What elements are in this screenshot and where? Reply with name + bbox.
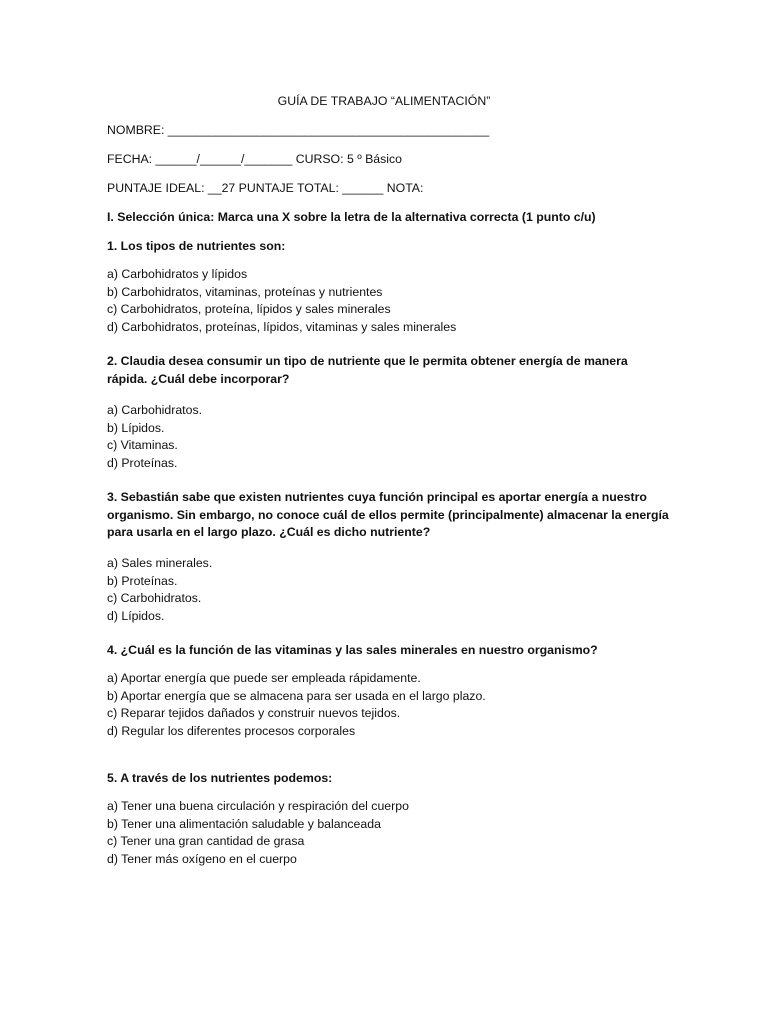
- option-b: b) Tener una alimentación saludable y balanceada: [107, 816, 381, 831]
- question-line: 5. A través de los nutrientes podemos:: [107, 771, 333, 785]
- option-d: d) Regular los diferentes procesos corporales: [107, 723, 356, 738]
- option-d: d) Tener más oxígeno en el cuerpo: [107, 851, 297, 866]
- option-a: a) Carbohidratos.: [107, 403, 203, 417]
- question-5-text: [107, 770, 332, 788]
- question-2-text: [107, 353, 628, 388]
- option-c: c) Reparar tejidos dañados y construir nuevos tejidos.: [107, 706, 401, 721]
- option-b: b) Proteínas.: [107, 573, 178, 588]
- question-line: 4. ¿Cuál es la función de las vitaminas y las sales minerales en nuestro organismo?: [107, 643, 598, 657]
- option-a: a) Tener una buena circulación y respiración del cuerpo: [107, 799, 409, 813]
- question-line: 1. Los tipos de nutrientes son:: [107, 239, 286, 253]
- option-a: a) Carbohidratos y lípidos: [107, 267, 248, 281]
- question-line: para usarla en el largo plazo. ¿Cuál es dicho nutriente?: [107, 525, 431, 540]
- option-b: b) Carbohidratos, vitaminas, proteínas y nutrientes: [107, 284, 383, 299]
- question-4-text: [107, 642, 598, 660]
- question-line: 3. Sebastián sabe que existen nutrientes cuya función principal es aportar energía a nuestro: [107, 490, 647, 504]
- option-b: b) Lípidos.: [107, 420, 165, 435]
- option-a: a) Aportar energía que puede ser empleada rápidamente.: [107, 671, 421, 685]
- question-line: organismo. Sin embargo, no conoce cuál de ellos permite (principalmente) almacenar la energía: [107, 507, 669, 522]
- question-line: 2. Claudia desea consumir un tipo de nutriente que le permita obtener energía de manera: [107, 354, 628, 368]
- section-heading: I. Selección única: Marca una X sobre la letra de la alternativa correcta (1 punto c/u): [107, 210, 596, 224]
- question-5-options: [107, 798, 409, 868]
- option-d: d) Proteínas.: [107, 455, 178, 470]
- fecha-curso-line: FECHA: ______/______/_______ CURSO: 5 º Básico: [107, 152, 403, 166]
- question-1-options: [107, 266, 456, 336]
- question-3-text: [107, 489, 669, 542]
- option-d: d) Carbohidratos, proteínas, lípidos, vitaminas y sales minerales: [107, 319, 457, 334]
- question-3-options: [107, 555, 212, 625]
- option-c: c) Carbohidratos.: [107, 591, 202, 606]
- question-2-options: [107, 402, 202, 472]
- page-title: GUÍA DE TRABAJO “ALIMENTACIÓN”: [277, 94, 491, 108]
- option-d: d) Lípidos.: [107, 608, 165, 623]
- question-line: rápida. ¿Cuál debe incorporar?: [107, 371, 290, 386]
- option-c: c) Tener una gran cantidad de grasa: [107, 834, 305, 849]
- puntaje-line: PUNTAJE IDEAL: __27 PUNTAJE TOTAL: ______ NOTA:: [107, 181, 424, 195]
- nombre-line: NOMBRE: _______________________________________________: [107, 123, 490, 137]
- option-b: b) Aportar energía que se almacena para ser usada en el largo plazo.: [107, 688, 486, 703]
- question-1-text: [107, 238, 285, 256]
- option-c: c) Carbohidratos, proteína, lípidos y sales minerales: [107, 302, 391, 317]
- option-a: a) Sales minerales.: [107, 556, 213, 570]
- option-c: c) Vitaminas.: [107, 438, 178, 453]
- question-4-options: [107, 670, 486, 740]
